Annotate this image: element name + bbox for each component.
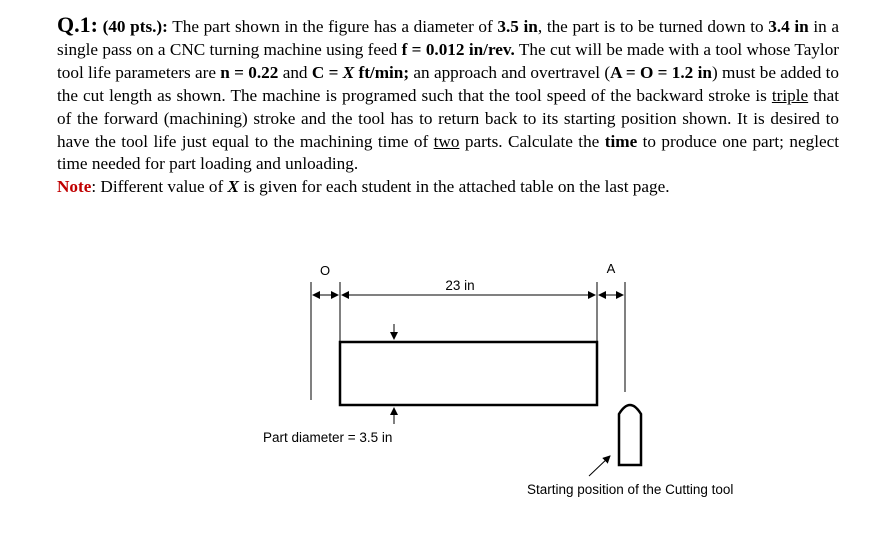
length-label: 23 in bbox=[445, 278, 475, 293]
question-points: (40 pts.): bbox=[102, 17, 168, 36]
c-parameter-prefix: C = bbox=[311, 62, 343, 82]
note-text-after: is given for each student in the attached table on the last page. bbox=[239, 177, 670, 197]
problem-text: and bbox=[278, 62, 312, 82]
problem-text: that of the forward (machining) stroke and the tool has to return back to its starting position shown. It is desired to have the tool life just equal to the machining time of bbox=[57, 85, 839, 151]
problem-text: , the part is to be turned down to bbox=[537, 17, 769, 36]
turned-diameter-value: 3.4 in bbox=[768, 17, 809, 36]
question-number: Q.1: bbox=[57, 12, 98, 37]
label-o: O bbox=[319, 263, 331, 278]
diameter-label: Part diameter = 3.5 in bbox=[263, 430, 393, 445]
time-word: time bbox=[604, 131, 638, 151]
cutting-tool-icon bbox=[619, 405, 641, 465]
problem-text: The cut will be made with a tool whose Taylor tool life parameters are bbox=[57, 39, 840, 82]
problem-text: parts. Calculate the bbox=[459, 131, 605, 151]
problem-text: to produce one part; neglect time needed for part loading and unloading. bbox=[57, 131, 840, 174]
approach-overtravel-value: A = O = 1.2 in bbox=[610, 62, 712, 82]
problem-text: The part shown in the figure has a diameter of bbox=[167, 17, 498, 36]
two-word: two bbox=[433, 131, 460, 151]
problem-text: an approach and overtravel ( bbox=[409, 62, 611, 82]
problem-text: ) must be added to the cut length as shown. The machine is programed such that the tool speed of the backward stroke is bbox=[57, 62, 839, 105]
feed-value: f = 0.012 in/rev. bbox=[401, 39, 515, 59]
problem-text: in a single pass on a CNC turning machine using feed bbox=[57, 17, 839, 59]
note-variable: X bbox=[227, 177, 240, 197]
note-text-before: : Different value of bbox=[91, 177, 228, 197]
triple-word: triple bbox=[771, 85, 809, 105]
label-a: A bbox=[606, 261, 616, 276]
diameter-value: 3.5 in bbox=[497, 17, 538, 36]
tool-pointer-arrow bbox=[589, 456, 610, 476]
n-parameter: n = 0.22 bbox=[220, 62, 279, 82]
note-label: Note bbox=[57, 177, 92, 197]
c-parameter-suffix: ft/min; bbox=[354, 62, 410, 82]
workpiece bbox=[340, 342, 597, 405]
c-parameter-variable: X bbox=[342, 62, 355, 82]
tool-label: Starting position of the Cutting tool bbox=[527, 482, 734, 497]
